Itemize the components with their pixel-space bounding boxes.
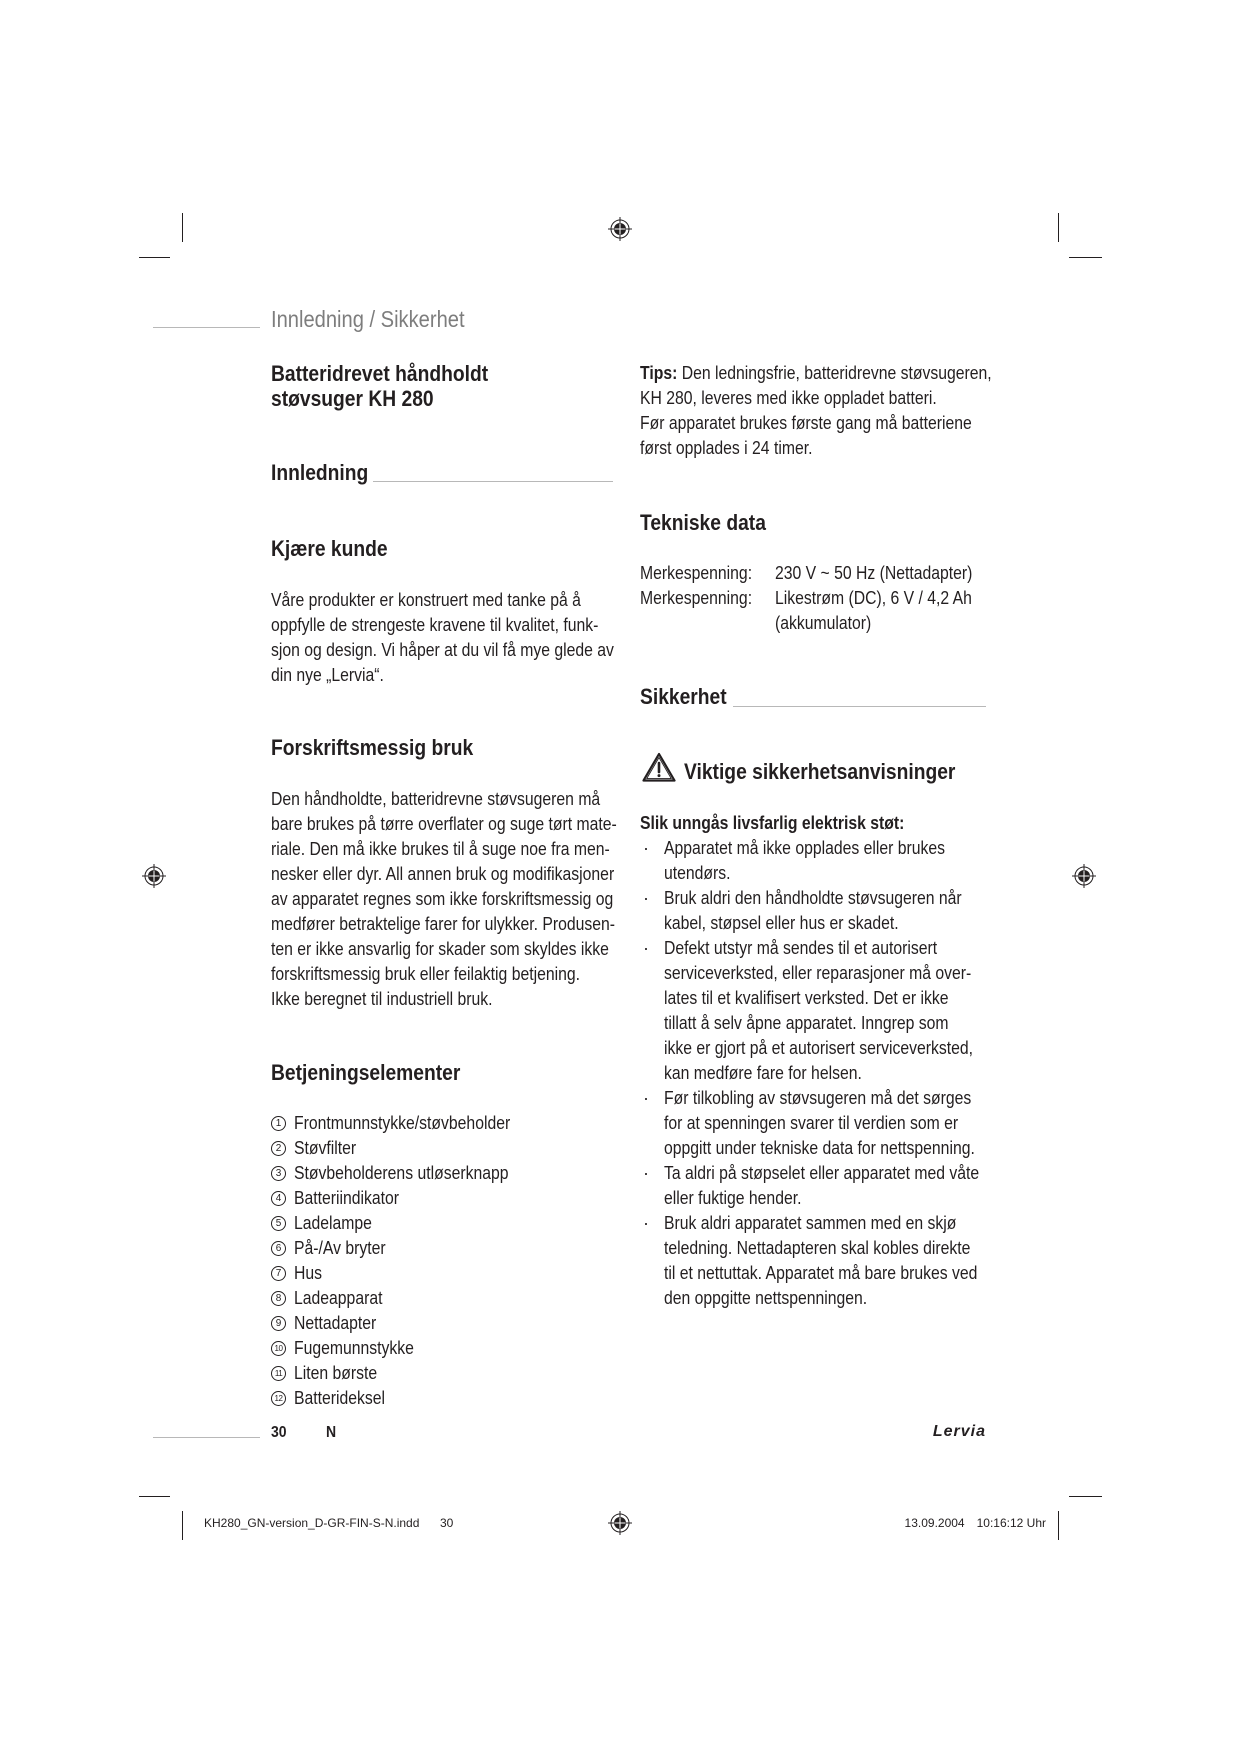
slug-timestamp <box>905 1515 1046 1531</box>
spec-row <box>640 586 986 611</box>
crop-mark-top-left-horizontal <box>139 257 170 258</box>
item-number-badge: 8 <box>271 1291 286 1306</box>
control-label: Ladelampe <box>294 1213 372 1233</box>
paragraph-line: Ikke beregnet til industriell bruk. <box>271 989 493 1009</box>
paragraph-line: riale. Den må ikke brukes til å suge noe fra men- <box>271 839 610 859</box>
bullet-line: ikke er gjort på et autorisert serviceverksted, <box>664 1038 974 1058</box>
tips-label: Tips: <box>640 363 678 383</box>
crop-mark-bottom-left-vertical <box>182 1511 183 1540</box>
control-item <box>271 1311 611 1336</box>
bullet-line: Defekt utstyr må sendes til et autorisert <box>664 938 938 958</box>
bullet-line: kabel, støpsel eller hus er skadet. <box>664 913 899 933</box>
spec-value: 230 V ~ 50 Hz (Nettadapter) <box>775 563 973 583</box>
control-item <box>271 1361 611 1386</box>
paragraph-line: Våre produkter er konstruert med tanke på å <box>271 590 581 610</box>
bullet-line: teledning. Nettadapteren skal kobles direkte <box>664 1238 971 1258</box>
slug-time: 10:16:12 Uhr <box>976 1516 1046 1530</box>
control-label: Fugemunnstykke <box>294 1338 414 1358</box>
list-item <box>643 936 986 1086</box>
crop-mark-top-left-vertical <box>182 213 183 242</box>
crop-mark-top-right-vertical <box>1058 213 1059 242</box>
spec-value: (akkumulator) <box>775 613 872 633</box>
paragraph-line: bare brukes på tørre overflater og suge tørt mate- <box>271 814 617 834</box>
item-number-badge: 6 <box>271 1241 286 1256</box>
bullet-line: tillatt å selv åpne apparatet. Inngrep som <box>664 1013 949 1033</box>
paragraph-line: av apparatet regnes som ikke forskriftsmessig og <box>271 889 614 909</box>
item-number-badge: 2 <box>271 1141 286 1156</box>
control-item <box>271 1236 611 1261</box>
bullet-line: eller fuktige hender. <box>664 1188 802 1208</box>
header-rule <box>153 327 260 328</box>
spec-label: Merkespenning: <box>640 588 753 608</box>
product-title-line: støvsuger KH 280 <box>271 386 434 411</box>
paragraph-line: først opplades i 24 timer. <box>640 438 813 458</box>
brand-logo: Lervia <box>932 1423 986 1440</box>
product-title <box>271 361 519 411</box>
paragraph-line <box>640 361 992 386</box>
item-number-badge: 4 <box>271 1191 286 1206</box>
warning-title <box>640 811 942 836</box>
registration-mark-icon <box>607 1510 633 1536</box>
list-item <box>643 1086 986 1161</box>
bullet-symbol: · <box>643 938 649 958</box>
paragraph-line: ten er ikke ansvarlig for skader som skyldes ikke <box>271 939 609 959</box>
intro-heading <box>271 460 382 485</box>
greeting-heading <box>271 536 404 561</box>
control-label: Liten børste <box>294 1363 378 1383</box>
spec-label: Merkespenning: <box>640 563 753 583</box>
control-label: Batteriindikator <box>294 1188 400 1208</box>
warning-title-text: Slik unngås livsfarlig elektrisk støt: <box>640 813 905 833</box>
running-header <box>271 306 492 332</box>
paragraph-line: KH 280, leveres med ikke oppladet batteri. <box>640 388 937 408</box>
technical-data-table <box>640 561 986 636</box>
bullet-line: serviceverksted, eller reparasjoner må over- <box>664 963 972 983</box>
bullet-symbol: · <box>643 888 649 908</box>
page-number: 30 <box>271 1424 287 1441</box>
control-label: Frontmunnstykke/støvbeholder <box>294 1113 511 1133</box>
intro-paragraph <box>271 588 663 688</box>
control-label: Støvfilter <box>294 1138 357 1158</box>
paragraph-line: Før apparatet brukes første gang må batteriene <box>640 413 972 433</box>
bullet-symbol: · <box>643 1163 649 1183</box>
slug-date: 13.09.2004 <box>904 1516 965 1530</box>
control-item <box>271 1386 611 1411</box>
safety-subheading <box>684 759 994 784</box>
crop-mark-bottom-left-horizontal <box>139 1496 170 1497</box>
greeting-heading-text: Kjære kunde <box>271 536 388 561</box>
intro-heading-rule <box>373 481 613 482</box>
technical-data-heading-text: Tekniske data <box>640 510 766 535</box>
control-label: På-/Av bryter <box>294 1238 386 1258</box>
bullet-line: utendørs. <box>664 863 731 883</box>
bullet-symbol: · <box>643 838 649 858</box>
paragraph-line: Den håndholdte, batteridrevne støvsugeren må <box>271 789 601 809</box>
item-number-badge: 5 <box>271 1216 286 1231</box>
bullet-line: for at spenningen svarer til verdien som er <box>664 1113 959 1133</box>
safety-bullet-list <box>643 836 986 1311</box>
bullet-line: Ta aldri på støpselet eller apparatet med våte <box>664 1163 980 1183</box>
slug-filename: KH280_GN-version_D-GR-FIN-S-N.indd <box>204 1516 420 1530</box>
spec-row <box>640 561 986 586</box>
item-number-badge: 12 <box>271 1391 286 1406</box>
registration-mark-icon <box>141 863 167 889</box>
list-item <box>643 886 986 936</box>
tips-paragraph <box>640 361 1042 461</box>
bullet-line: lates til et kvalifisert verksted. Det er ikke <box>664 988 949 1008</box>
language-code: N <box>326 1424 337 1441</box>
item-number-badge: 10 <box>271 1341 286 1356</box>
footer-page-number <box>271 1420 289 1445</box>
control-item <box>271 1286 611 1311</box>
list-item <box>643 1161 986 1211</box>
list-item <box>643 1211 986 1311</box>
paragraph-line: forskriftsmessig bruk eller feilaktig betjening. <box>271 964 581 984</box>
safety-subheading-text: Viktige sikkerhetsanvisninger <box>684 759 956 784</box>
controls-heading <box>271 1060 487 1085</box>
product-title-line: Batteridrevet håndholdt <box>271 361 489 386</box>
crop-mark-bottom-right-vertical <box>1058 1511 1059 1540</box>
safety-heading-text: Sikkerhet <box>640 684 727 709</box>
item-number-badge: 1 <box>271 1116 286 1131</box>
crop-mark-bottom-right-horizontal <box>1069 1496 1102 1497</box>
intended-use-heading-text: Forskriftsmessig bruk <box>271 735 474 760</box>
control-item <box>271 1186 611 1211</box>
bullet-line: kan medføre fare for helsen. <box>664 1063 862 1083</box>
control-label: Ladeapparat <box>294 1288 383 1308</box>
bullet-line: Bruk aldri den håndholdte støvsugeren når <box>664 888 962 908</box>
technical-data-heading <box>640 510 784 535</box>
bullet-line: den oppgitte nettspenningen. <box>664 1288 868 1308</box>
item-number-badge: 7 <box>271 1266 286 1281</box>
paragraph-line: din nye „Lervia“. <box>271 665 384 685</box>
warning-triangle-icon <box>642 752 676 783</box>
control-item <box>271 1261 611 1286</box>
item-number-badge: 11 <box>271 1366 286 1381</box>
list-item <box>643 836 986 886</box>
bullet-line: til et nettuttak. Apparatet må bare brukes ved <box>664 1263 978 1283</box>
control-item <box>271 1336 611 1361</box>
bullet-symbol: · <box>643 1088 649 1108</box>
slug-page: 30 <box>440 1516 454 1530</box>
crop-mark-top-right-horizontal <box>1069 257 1102 258</box>
control-item <box>271 1136 611 1161</box>
paragraph-line: medfører betraktelige farer for ulykker. Produsen- <box>271 914 616 934</box>
safety-heading-rule <box>733 706 986 707</box>
paragraph-line: oppfylle de strengeste kravene til kvalitet, funk- <box>271 615 599 635</box>
control-item <box>271 1211 611 1236</box>
footer-rule <box>153 1437 260 1438</box>
paragraph-line: sjon og design. Vi håper at du vil få mye glede av <box>271 640 614 660</box>
section-header-title: Innledning / Sikkerhet <box>271 306 465 332</box>
intended-use-paragraph <box>271 787 666 1012</box>
item-number-badge: 3 <box>271 1166 286 1181</box>
control-item <box>271 1161 611 1186</box>
control-label: Støvbeholderens utløserknapp <box>294 1163 509 1183</box>
paragraph-line: nesker eller dyr. All annen bruk og modifikasjoner <box>271 864 615 884</box>
intro-heading-text: Innledning <box>271 460 369 485</box>
registration-mark-icon <box>607 216 633 242</box>
footer-language <box>326 1420 338 1445</box>
control-label: Hus <box>294 1263 323 1283</box>
bullet-line: Bruk aldri apparatet sammen med en skjø <box>664 1213 957 1233</box>
spec-value: Likestrøm (DC), 6 V / 4,2 Ah <box>775 588 972 608</box>
control-label: Nettadapter <box>294 1313 377 1333</box>
controls-list <box>271 1111 611 1411</box>
control-item <box>271 1111 611 1136</box>
intended-use-heading <box>271 735 502 760</box>
control-label: Batterideksel <box>294 1388 386 1408</box>
safety-heading <box>640 684 739 709</box>
registration-mark-icon <box>1071 863 1097 889</box>
bullet-line: Før tilkobling av støvsugeren må det sørges <box>664 1088 972 1108</box>
spec-row <box>640 611 986 636</box>
bullet-line: Apparatet må ikke opplades eller brukes <box>664 838 946 858</box>
controls-heading-text: Betjeningselementer <box>271 1060 461 1085</box>
tips-text: Den ledningsfrie, batteridrevne støvsugeren, <box>681 363 992 383</box>
item-number-badge: 9 <box>271 1316 286 1331</box>
bullet-symbol: · <box>643 1213 649 1233</box>
bullet-line: oppgitt under tekniske data for nettspenning. <box>664 1138 975 1158</box>
